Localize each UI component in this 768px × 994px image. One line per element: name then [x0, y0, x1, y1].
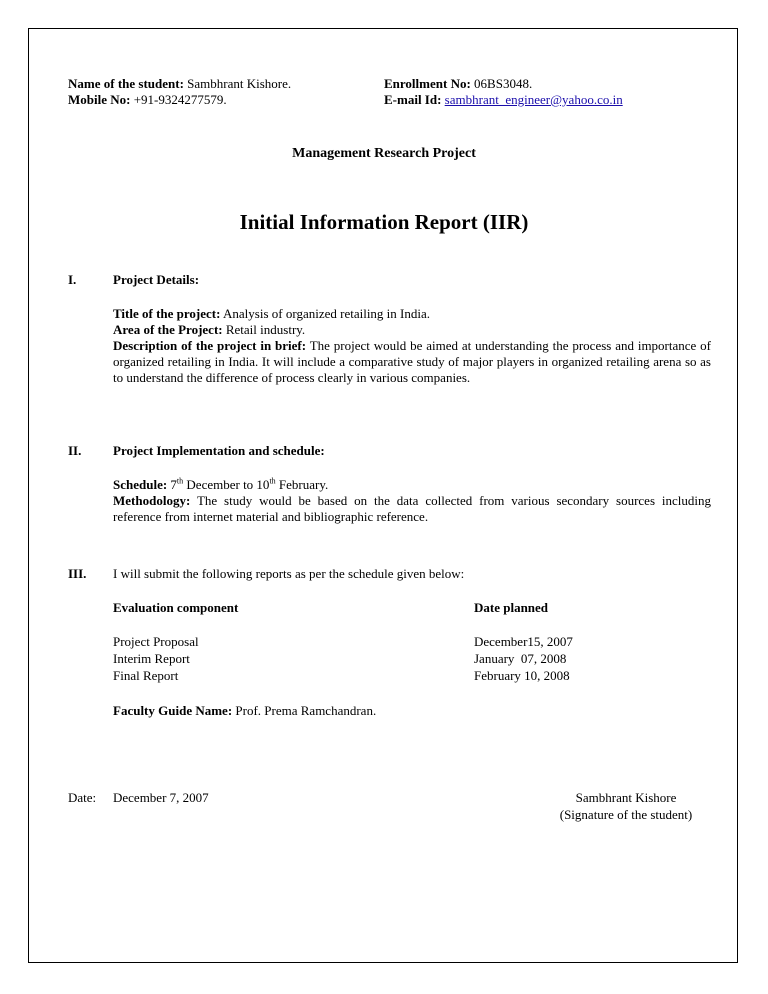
- signature-caption: (Signature of the student): [559, 807, 693, 822]
- enrollment-line: [384, 76, 532, 92]
- student-name-line: [68, 76, 291, 92]
- mobile-number: +91-9324277579.: [133, 92, 227, 107]
- enrollment-number: 06BS3048.: [474, 76, 533, 91]
- table-row-date: January 07, 2008: [474, 651, 567, 666]
- page-title: Initial Information Report (IIR): [239, 210, 529, 234]
- signature-name: Sambhrant Kishore: [575, 790, 677, 805]
- col-header-date: Date planned: [474, 600, 549, 615]
- project-title-label: Title of the project:: [113, 306, 221, 321]
- email-label: E-mail Id:: [384, 92, 442, 107]
- section2-details: [113, 477, 711, 525]
- table-row-date: December15, 2007: [474, 634, 573, 649]
- table-row: Final Report: [113, 668, 179, 683]
- student-name-label: Name of the student:: [68, 76, 184, 91]
- col-header-component: Evaluation component: [113, 600, 239, 615]
- faculty-guide-name: Prof. Prema Ramchandran.: [235, 703, 377, 718]
- subtitle: Management Research Project: [292, 146, 476, 161]
- project-title-line: [113, 306, 711, 322]
- email-link[interactable]: sambhrant_engineer@yahoo.co.in: [444, 92, 623, 107]
- email-line: [384, 92, 623, 108]
- section1-numeral: I.: [68, 272, 77, 287]
- project-area-label: Area of the Project:: [113, 322, 223, 337]
- section3-numeral: III.: [68, 566, 87, 581]
- mobile-line: [68, 92, 227, 108]
- faculty-guide-label: Faculty Guide Name:: [113, 703, 233, 718]
- table-row: Project Proposal: [113, 634, 199, 649]
- project-area-line: [113, 322, 711, 338]
- project-description: [113, 338, 711, 386]
- section1-details: [113, 306, 711, 386]
- date-label: Date:: [68, 790, 97, 805]
- mobile-label: Mobile No:: [68, 92, 131, 107]
- schedule-label: Schedule:: [113, 477, 168, 492]
- schedule-line: Schedule: 7th December to 10th February.: [113, 476, 329, 492]
- table-row-date: February 10, 2008: [474, 668, 570, 683]
- date-value: December 7, 2007: [113, 790, 209, 805]
- enrollment-label: Enrollment No:: [384, 76, 471, 91]
- project-description-value: The project would be aimed at understanding the process and importance of organized retailing in India. It will include a comparative study of major players in organized retailing arena so as to understand the difference of process clearly in various companies.: [113, 338, 711, 385]
- faculty-guide-line: [113, 703, 376, 719]
- methodology: [113, 493, 711, 525]
- project-title-value: Analysis of organized retailing in India.: [223, 306, 430, 321]
- student-name: Sambhrant Kishore.: [187, 76, 292, 91]
- section2-numeral: II.: [68, 443, 82, 458]
- section3-intro: I will submit the following reports as per the schedule given below:: [113, 566, 465, 581]
- methodology-value: The study would be based on the data collected from various secondary sources including reference from internet material and bibliographic reference.: [113, 493, 712, 524]
- project-description-label: Description of the project in brief:: [113, 338, 307, 353]
- section2-heading: Project Implementation and schedule:: [113, 443, 325, 458]
- project-area-value: Retail industry.: [225, 322, 306, 337]
- table-row: Interim Report: [113, 651, 190, 666]
- methodology-label: Methodology:: [113, 493, 191, 508]
- section1-heading: Project Details:: [113, 272, 200, 287]
